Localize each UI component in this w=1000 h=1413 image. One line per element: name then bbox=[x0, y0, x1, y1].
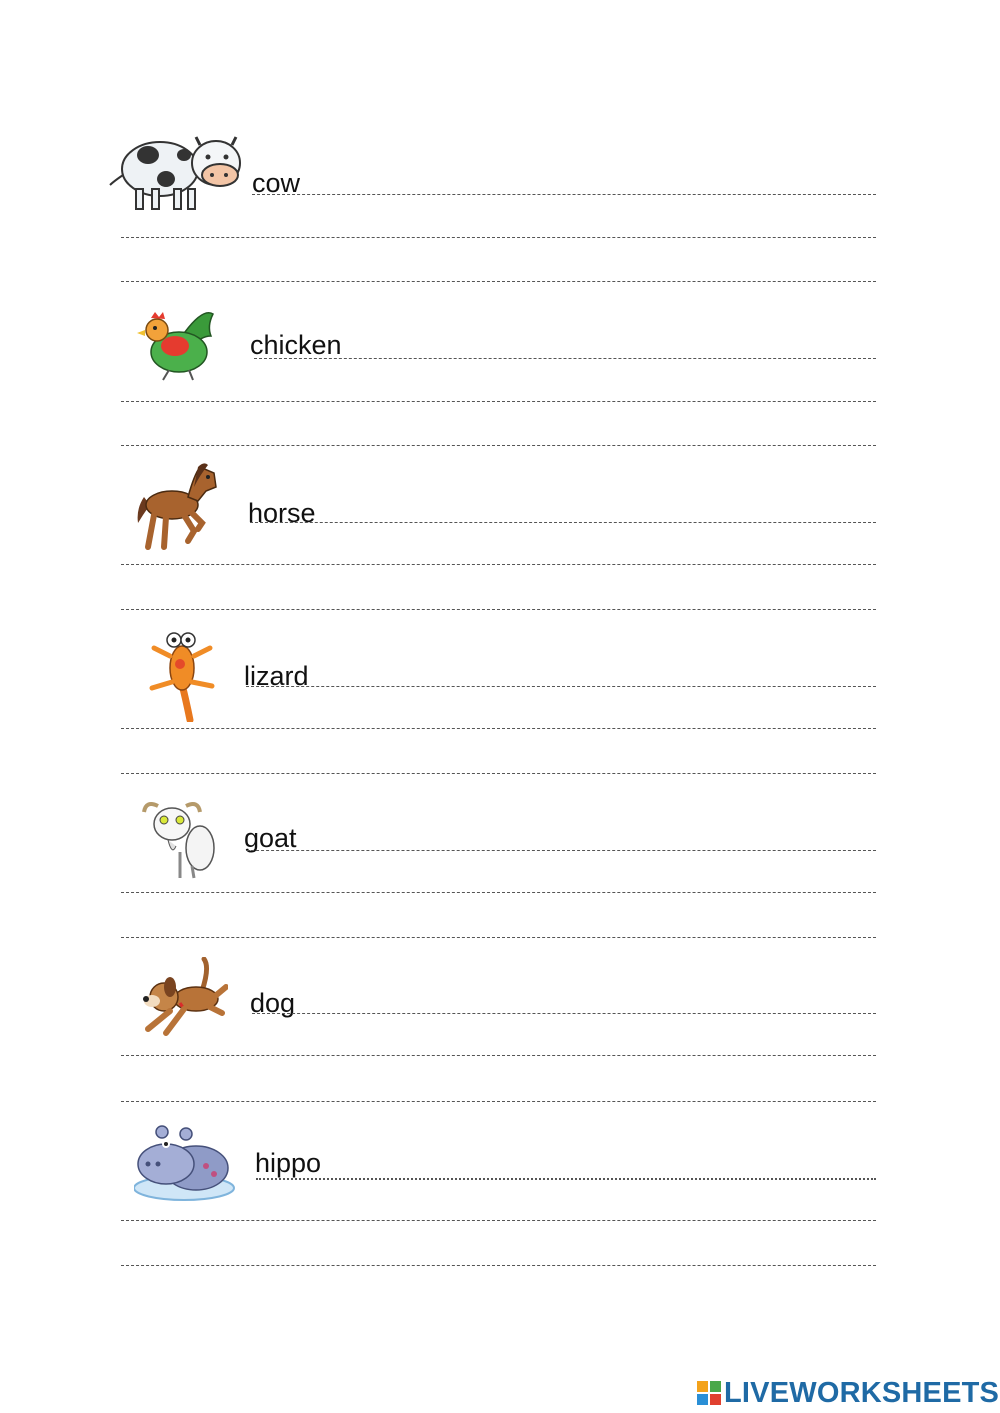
word-label: dog bbox=[250, 988, 296, 1018]
word-label: cow bbox=[252, 168, 301, 198]
writing-line bbox=[121, 937, 876, 938]
word-label: lizard bbox=[244, 661, 309, 691]
word-label: hippo bbox=[255, 1148, 322, 1178]
row-horse bbox=[0, 455, 1000, 615]
writing-line bbox=[121, 1265, 876, 1266]
writing-line bbox=[121, 401, 876, 402]
writing-line bbox=[121, 773, 876, 774]
dog-icon bbox=[140, 957, 228, 1039]
writing-line bbox=[121, 445, 876, 446]
liveworksheets-logo bbox=[697, 1375, 999, 1411]
cow-icon bbox=[108, 129, 248, 213]
writing-line bbox=[121, 564, 876, 565]
hippo-icon bbox=[134, 1122, 238, 1206]
lizard-icon bbox=[146, 630, 216, 722]
row-lizard bbox=[0, 626, 1000, 786]
writing-line bbox=[252, 1013, 876, 1014]
row-hippo bbox=[0, 1120, 1000, 1280]
writing-line bbox=[252, 194, 876, 195]
writing-line bbox=[246, 850, 876, 851]
word-label: horse bbox=[248, 498, 316, 528]
writing-line bbox=[121, 237, 876, 238]
row-cow bbox=[0, 125, 1000, 285]
writing-line bbox=[121, 728, 876, 729]
writing-line bbox=[250, 522, 876, 523]
liveworksheets-logo-icon bbox=[697, 1381, 721, 1405]
word-label: chicken bbox=[250, 330, 342, 360]
writing-line bbox=[256, 1178, 876, 1180]
writing-line bbox=[121, 281, 876, 282]
writing-line bbox=[121, 1101, 876, 1102]
row-goat bbox=[0, 792, 1000, 952]
writing-line bbox=[121, 892, 876, 893]
writing-line bbox=[121, 609, 876, 610]
word-label: goat bbox=[244, 823, 297, 853]
writing-line bbox=[121, 1220, 876, 1221]
chicken-icon bbox=[133, 302, 217, 382]
logo-text: LIVEWORKSHEETS bbox=[724, 1376, 1000, 1409]
row-chicken bbox=[0, 298, 1000, 458]
writing-line bbox=[246, 686, 876, 687]
writing-line bbox=[121, 1055, 876, 1056]
row-dog bbox=[0, 955, 1000, 1115]
writing-line bbox=[254, 358, 876, 359]
goat-icon bbox=[140, 796, 216, 882]
horse-icon bbox=[134, 457, 222, 551]
